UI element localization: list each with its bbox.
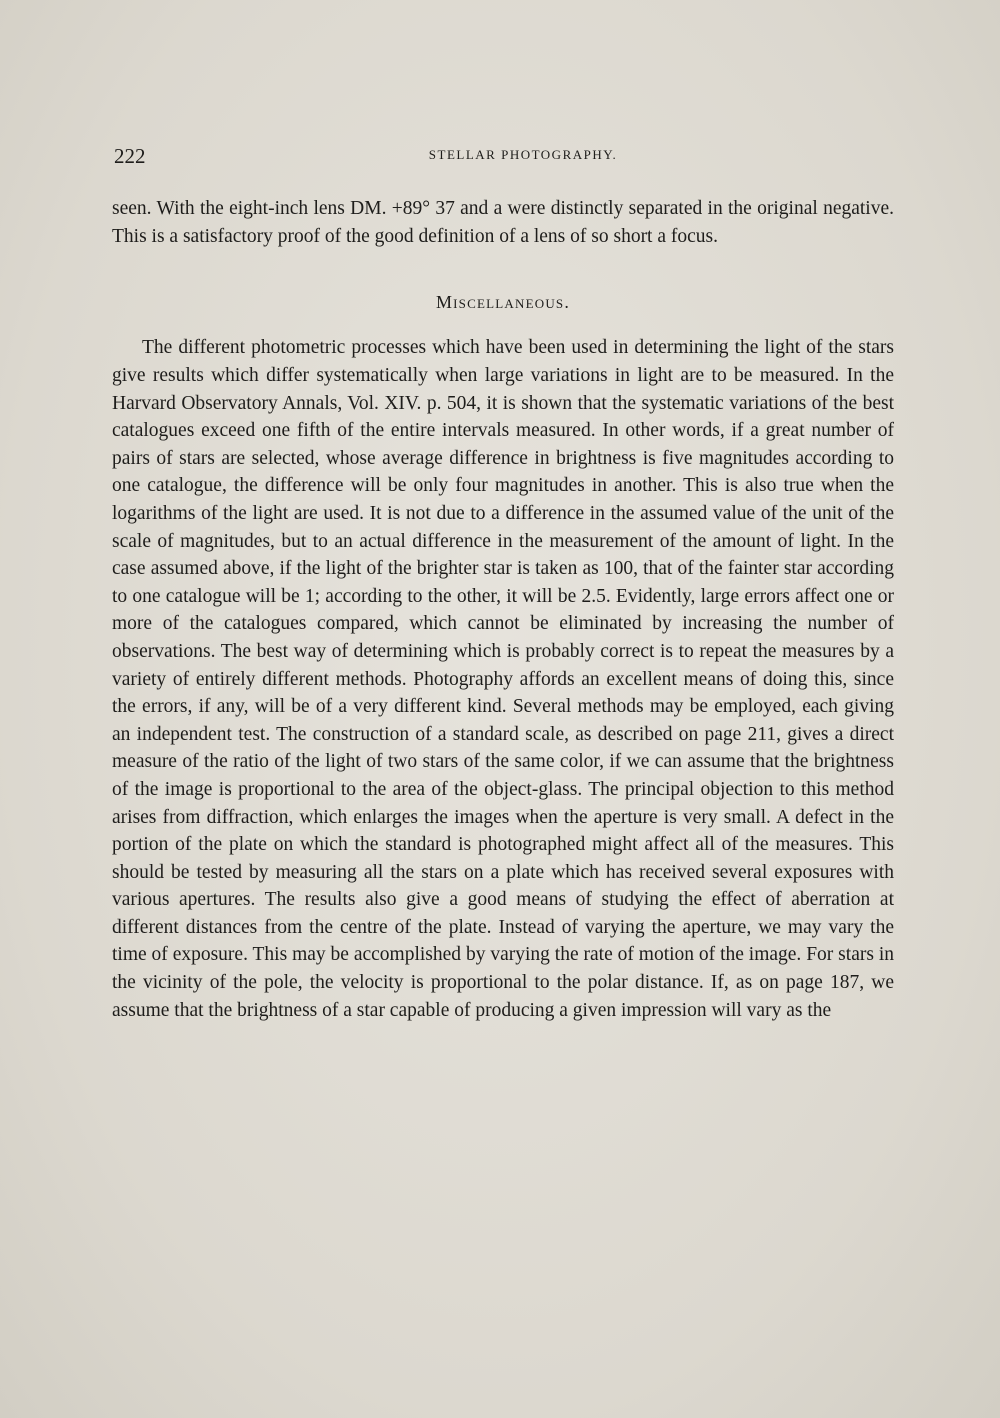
page-header [114, 144, 892, 180]
section-heading: Miscellaneous. [435, 292, 571, 313]
running-title: STELLAR PHOTOGRAPHY. [428, 147, 618, 162]
main-paragraph: The different photometric processes which have been used in determining the light of the stars give results which differ systematically when large variations in light are to be measured. In the Harvard Observatory Annals, Vol. XIV. p. 504, it is shown that the systematic variations of the best catalogues exceed one fifth of the entire intervals measured. In other words, if a great number of pairs of stars are selected, whose average difference in brightness is five magnitudes according to one catalogue, the difference will be only four magnitudes in another. This is also true when the logarithms of the light are used. It is not due to a difference in the assumed value of the unit of the scale of magnitudes, but to an actual difference in the measurement of the amount of light. In the case assumed above, if the light of the brighter star is taken as 100, that of the fainter star according to one catalogue will be 1; according to the other, it will be 2.5. Evidently, large errors affect one or more of the catalogues compared, which cannot be eliminated by increasing the number of observations. The best way of determining which is probably correct is to repeat the measures by a variety of entirely different methods. Photography affords an excellent means of doing this, since the errors, if any, will be of a very different kind. Several methods may be employed, each giving an independent test. The construction of a standard scale, as described on page 211, gives a direct measure of the ratio of the light of two stars of the same color, if we can assume that the brightness of the image is proportional to the area of the object-glass. The principal objection to this method arises from diffraction, which enlarges the images when the aperture is very small. A defect in the portion of the plate on which the standard is photographed might affect all of the measures. This should be tested by measuring all the stars on a plate which has received several exposures with various apertures. The results also give a good means of studying the effect of aberration at different distances from the centre of the plate. Instead of varying the aperture, we may vary the time of exposure. This may be accomplished by varying the rate of motion of the image. For stars in the vicinity of the pole, the velocity is proportional to the polar distance. If, as on page 187, we assume that the brightness of a star capable of producing a given impression will vary as the [112, 337, 894, 1021]
page-number: 222 [114, 144, 146, 168]
continued-paragraph: seen. With the eight-inch lens DM. +89° 37 and a were distinctly separated in the original negative. This is a satisfactory proof of the good definition of a lens of so short a focus. [112, 198, 894, 248]
body-text [112, 195, 894, 1024]
